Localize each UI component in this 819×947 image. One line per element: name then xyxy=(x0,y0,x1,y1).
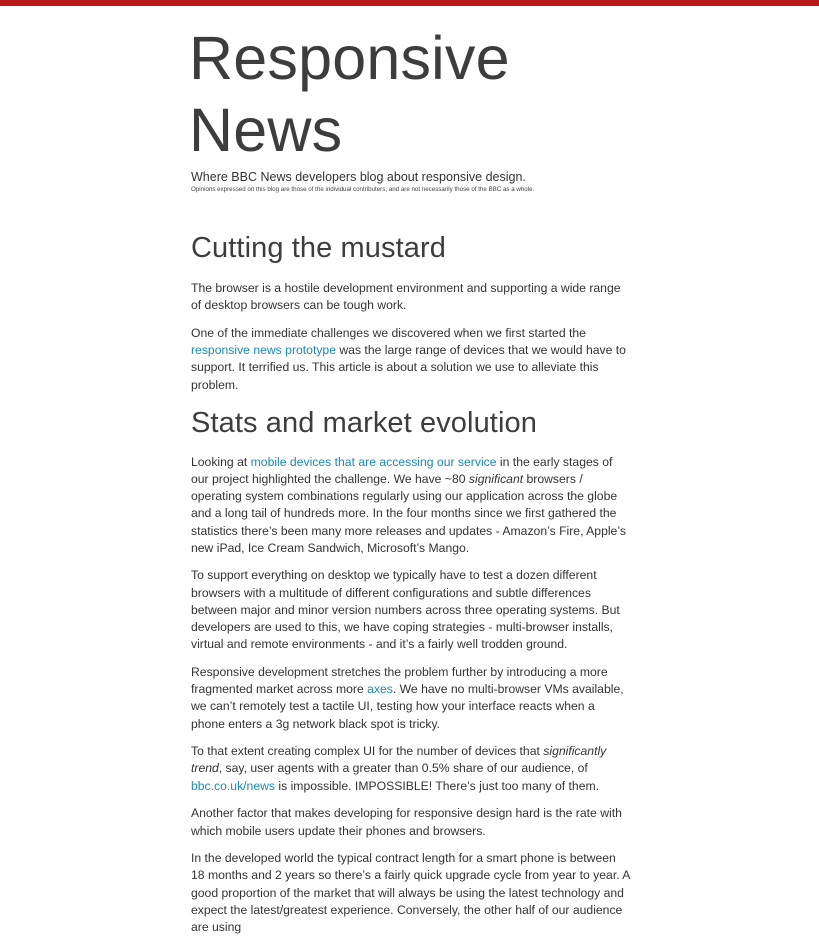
responsive-news-prototype-link[interactable]: responsive news prototype xyxy=(191,343,336,358)
article-paragraph: To support everything on desktop we typically have to test a dozen different browsers with a multitude of different configurations and subtle differences between major and minor version numbers across three operating systems. But developers are used to this, we have coping strategies - multi-browser installs, virtual and remote environments - and it’s a fairly well trodden ground. xyxy=(191,568,620,652)
axes-link[interactable]: axes xyxy=(367,682,393,697)
mobile-devices-stats-link[interactable]: mobile devices that are accessing our service xyxy=(250,454,497,469)
text-segment: browsers / operating system combinations regularly using our application across the globe and a long tail of hundreds more. In the four months since we first gathered the statistics there’s been many more releases and updates - Amazon’s Fire, Apple’s new iPad, Ice Cream Sandwich, Microsoft’s Mango. xyxy=(191,471,626,555)
top-accent-bar xyxy=(0,0,819,6)
site-disclaimer: Opinions expressed on this blog are those of the individual contributers, and are not necessarily those of the BBC as a whole. xyxy=(191,186,535,193)
section-heading: Stats and market evolution xyxy=(191,406,537,439)
text-segment: , say, user agents with a greater than 0.5% share of our audience, of xyxy=(218,761,588,776)
bbc-news-link[interactable]: bbc.co.uk/news xyxy=(191,778,276,793)
article-title: Cutting the mustard xyxy=(191,232,446,264)
article-paragraph xyxy=(191,325,631,394)
article-paragraph xyxy=(191,664,631,733)
emphasis-text: significantly trend xyxy=(191,744,607,776)
site-title[interactable]: Responsive News xyxy=(189,24,510,164)
article-paragraph xyxy=(191,454,631,557)
text-segment: is impossible. IMPOSSIBLE! There’s just too many of them. xyxy=(275,778,600,793)
text-segment: in the early stages of our project highlighted the challenge. We have ~80 xyxy=(191,454,613,486)
article xyxy=(191,230,631,947)
emphasis-text: significant xyxy=(468,471,524,486)
article-paragraph: The browser is a hostile development environment and supporting a wide range of desktop browsers can be tough work. xyxy=(191,281,621,313)
text-segment: was the large range of devices that we would have to support. It terrified us. This article is about a solution we use to alleviate this problem. xyxy=(191,343,626,392)
text-segment: Responsive development stretches the problem further by introducing a more fragmented market across more xyxy=(191,664,608,697)
text-segment: To that extent creating complex UI for the number of devices that xyxy=(191,744,544,759)
text-segment: . We have no multi-browser VMs available, we can’t remotely test a tactile UI, testing how your interface reacts when a phone enters a 3g network black spot is tricky. xyxy=(191,682,624,731)
article-paragraph xyxy=(191,743,631,795)
article-paragraph: Another factor that makes developing for responsive design hard is the rate with which mobile users update their phones and browsers. xyxy=(191,806,622,838)
article-paragraph: In the developed world the typical contract length for a smart phone is between 18 months and 2 years so there’s a fairly quick upgrade cycle from year to year. A good proportion of the market that will always be using the latest technology and expect the latest/greatest experience. Conversely, the other half of our audience are using xyxy=(191,851,630,935)
site-tagline: Where BBC News developers blog about responsive design. xyxy=(191,170,526,184)
text-segment: One of the immediate challenges we discovered when we first started the xyxy=(191,325,586,340)
text-segment: Looking at xyxy=(191,454,251,469)
